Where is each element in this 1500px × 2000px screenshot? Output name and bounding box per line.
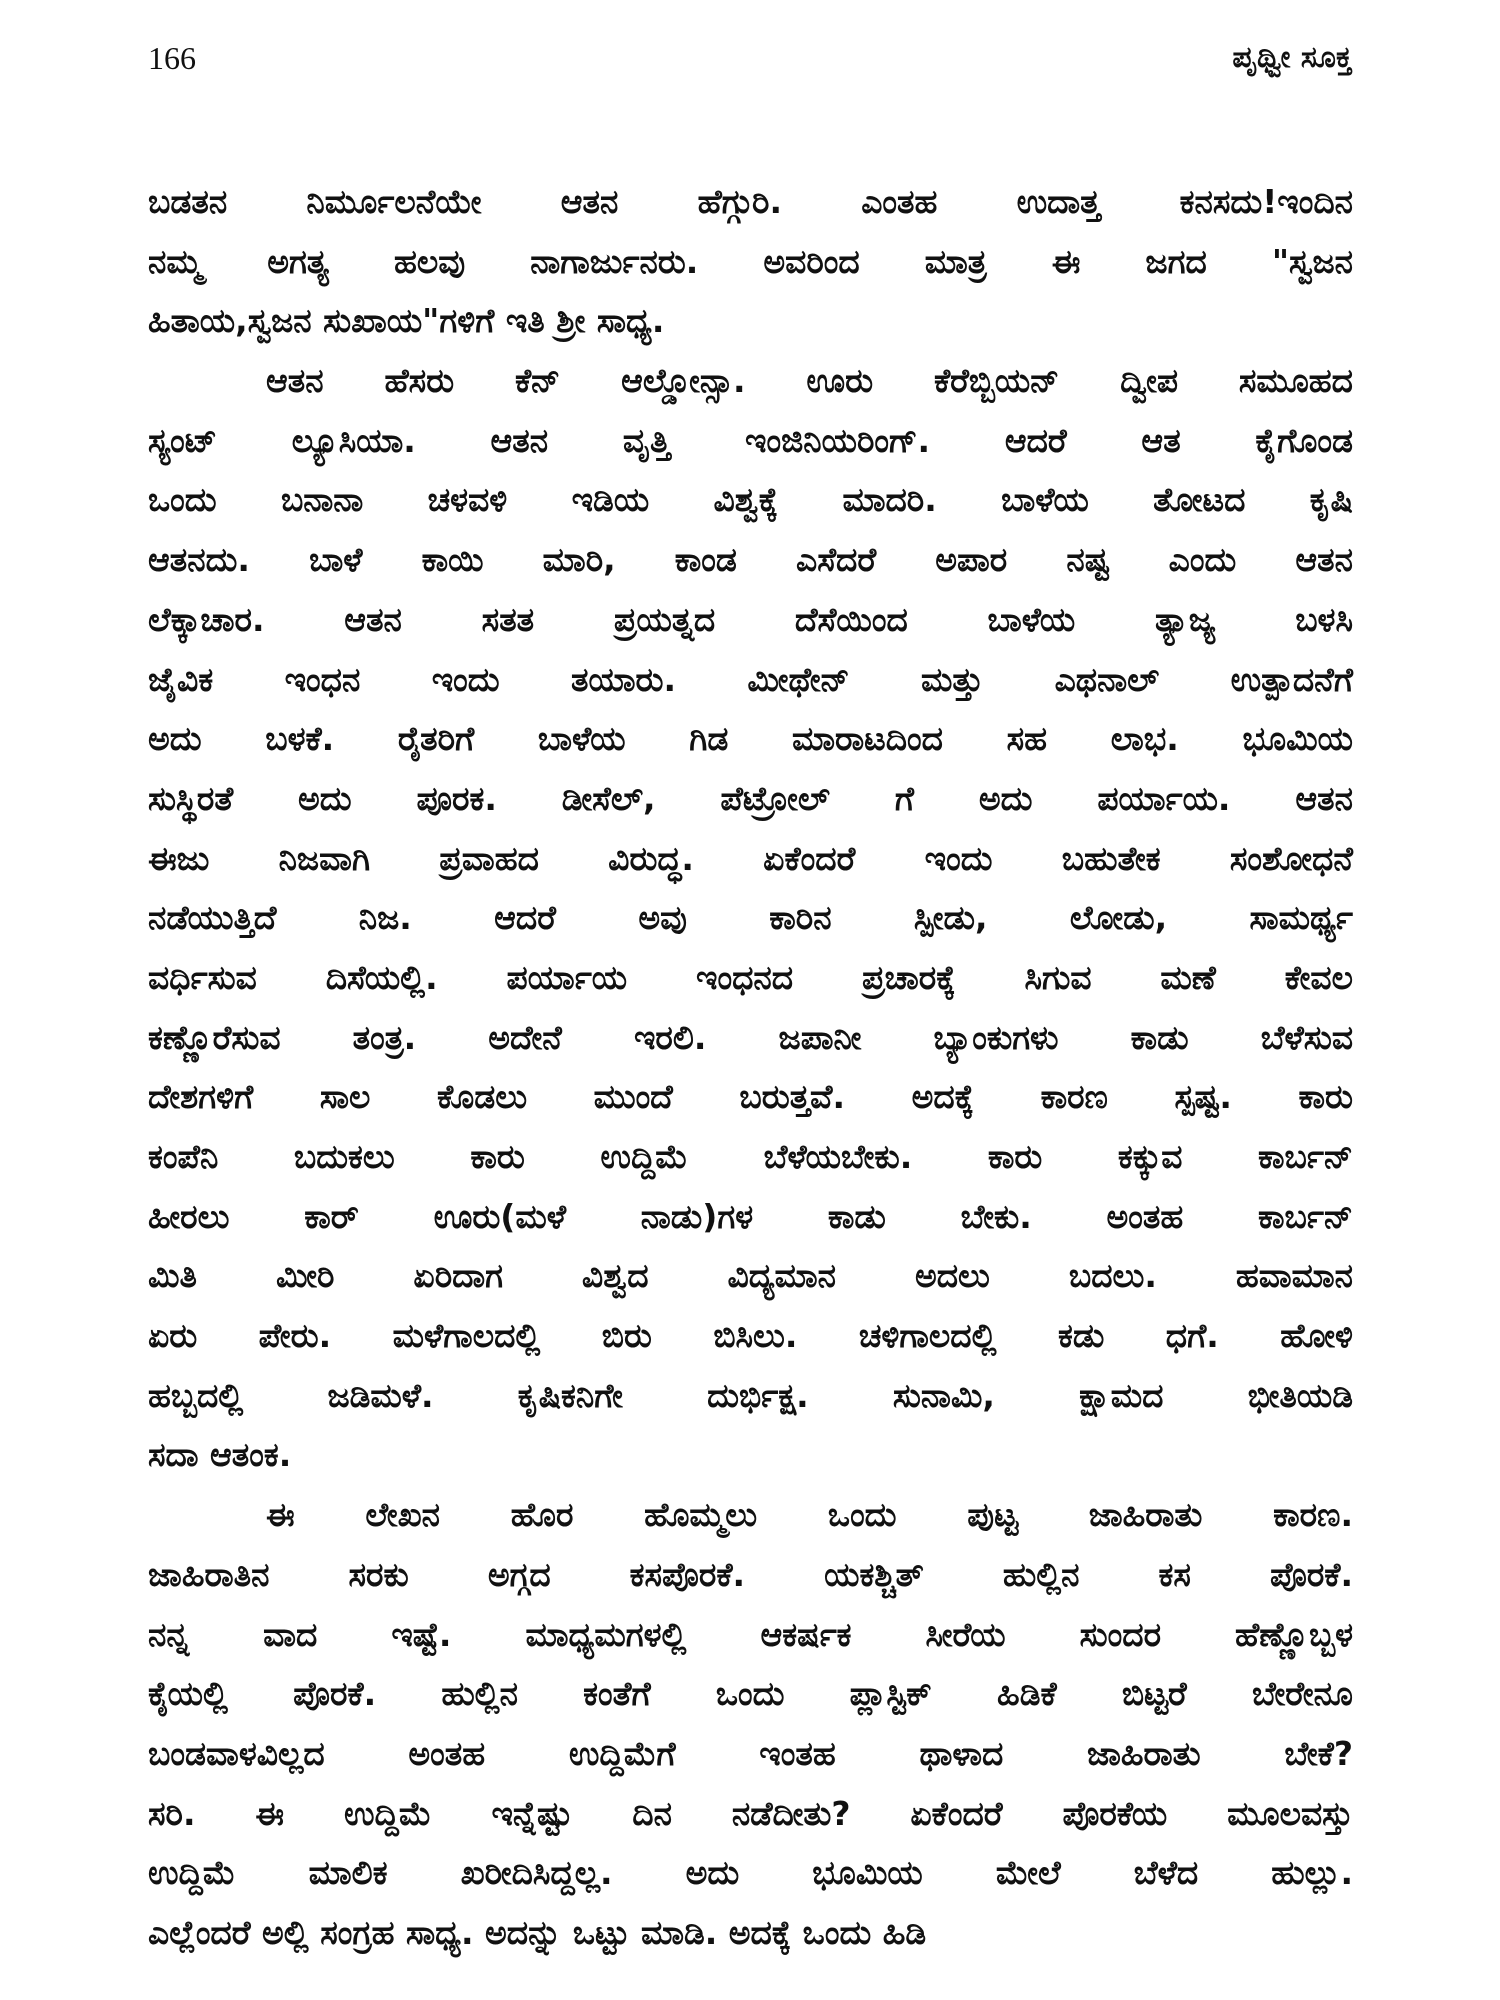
- text-line: ವರ್ಧಿಸುವ ದಿಸೆಯಲ್ಲಿ. ಪರ್ಯಾಯ ಇಂಧನದ ಪ್ರಚಾರಕ್ಕೆ ಸಿಗುವ ಮಣೆ ಕೇವಲ: [148, 957, 1353, 997]
- text-line: ನಡೆಯುತ್ತಿದೆ ನಿಜ. ಆದರೆ ಅವು ಕಾರಿನ ಸ್ಪೀಡು, ಲೋಡು, ಸಾಮರ್ಥ್ಯ: [148, 898, 1353, 938]
- text-line: ಜಾಹಿರಾತಿನ ಸರಕು ಅಗ್ಗದ ಕಸಪೊರಕೆ. ಯಕಶ್ಚಿತ್ ಹುಲ್ಲಿನ ಕಸ ಪೊರಕೆ.: [148, 1554, 1353, 1594]
- page-body: [148, 172, 1353, 1963]
- running-title: ಪೃಥ್ವೀ ಸೂಕ್ತ: [1232, 40, 1352, 75]
- text-line: ಒಂದು ಬನಾನಾ ಚಳವಳಿ ಇಡಿಯ ವಿಶ್ವಕ್ಕೆ ಮಾದರಿ. ಬಾಳೆಯ ತೋಟದ ಕೃಷಿ: [148, 480, 1353, 520]
- text-line: ಬಂಡವಾಳವಿಲ್ಲದ ಅಂತಹ ಉದ್ದಿಮೆಗೆ ಇಂತಹ ಥಾಳಾದ ಜಾಹಿರಾತು ಬೇಕೆ?: [148, 1733, 1353, 1773]
- text-line: ಆತನದು. ಬಾಳೆ ಕಾಯಿ ಮಾರಿ, ಕಾಂಡ ಎಸೆದರೆ ಅಪಾರ ನಷ್ಟ ಎಂದು ಆತನ: [148, 540, 1353, 580]
- text-line: ನನ್ನ ವಾದ ಇಷ್ಟೆ. ಮಾಧ್ಯಮಗಳಲ್ಲಿ ಆಕರ್ಷಕ ಸೀರೆಯ ಸುಂದರ ಹೆಣ್ಣೊಬ್ಬಳ: [148, 1614, 1353, 1654]
- text-line: ನಮ್ಮ ಅಗತ್ಯ ಹಲವು ನಾಗಾರ್ಜುನರು. ಅವರಿಂದ ಮಾತ್ರ ಈ ಜಗದ "ಸ್ವಜನ: [148, 241, 1353, 281]
- text-line: ದೇಶಗಳಿಗೆ ಸಾಲ ಕೊಡಲು ಮುಂದೆ ಬರುತ್ತವೆ. ಅದಕ್ಕೆ ಕಾರಣ ಸ್ಪಷ್ಟ. ಕಾರು: [148, 1077, 1353, 1117]
- text-line: ಲೆಕ್ಕಾಚಾರ. ಆತನ ಸತತ ಪ್ರಯತ್ನದ ದೆಸೆಯಿಂದ ಬಾಳೆಯ ತ್ಯಾಜ್ಯ ಬಳಸಿ: [148, 599, 1353, 639]
- text-line: ಬಡತನ ನಿರ್ಮೂಲನೆಯೇ ಆತನ ಹೆಗ್ಗುರಿ. ಎಂತಹ ಉದಾತ್ತ ಕನಸದು!ಇಂದಿನ: [148, 182, 1353, 221]
- text-line: ಅದು ಬಳಕೆ. ರೈತರಿಗೆ ಬಾಳೆಯ ಗಿಡ ಮಾರಾಟದಿಂದ ಸಹ ಲಾಭ. ಭೂಮಿಯ: [148, 719, 1353, 759]
- text-line: ಹೀರಲು ಕಾರ್ ಊರು(ಮಳೆ ನಾಡು)ಗಳ ಕಾಡು ಬೇಕು. ಅಂತಹ ಕಾರ್ಬನ್: [148, 1196, 1353, 1236]
- text-line: ಕಣ್ಣೊರೆಸುವ ತಂತ್ರ. ಅದೇನೆ ಇರಲಿ. ಜಪಾನೀ ಬ್ಯಾಂಕುಗಳು ಕಾಡು ಬೆಳೆಸುವ: [148, 1017, 1353, 1057]
- text-line: ಸರಿ. ಈ ಉದ್ದಿಮೆ ಇನ್ನೆಷ್ಟು ದಿನ ನಡೆದೀತು? ಏಕೆಂದರೆ ಪೊರಕೆಯ ಮೂಲವಸ್ತು: [148, 1793, 1353, 1833]
- text-line: ಜೈವಿಕ ಇಂಧನ ಇಂದು ತಯಾರು. ಮೀಥೇನ್ ಮತ್ತು ಎಥನಾಲ್ ಉತ್ಪಾದನೆಗೆ: [148, 659, 1353, 699]
- text-line: ಹಿತಾಯ,ಸ್ವಜನ ಸುಖಾಯ"ಗಳಿಗೆ ಇತಿ ಶ್ರೀ ಸಾಧ್ಯ.: [148, 301, 665, 341]
- text-line: ಹಬ್ಬದಲ್ಲಿ ಜಡಿಮಳೆ. ಕೃಷಿಕನಿಗೇ ದುರ್ಭಿಕ್ಷ. ಸುನಾಮಿ, ಕ್ಷಾಮದ ಭೀತಿಯಡಿ: [148, 1375, 1353, 1415]
- text-line: ಎಲ್ಲೆಂದರೆ ಅಲ್ಲಿ ಸಂಗ್ರಹ ಸಾಧ್ಯ. ಅದನ್ನು ಒಟ್ಟು ಮಾಡಿ. ಅದಕ್ಕೆ ಒಂದು ಹಿಡಿ: [148, 1912, 927, 1952]
- text-line: ಉದ್ದಿಮೆ ಮಾಲಿಕ ಖರೀದಿಸಿದ್ದಲ್ಲ. ಅದು ಭೂಮಿಯ ಮೇಲೆ ಬೆಳೆದ ಹುಲ್ಲು.: [148, 1853, 1353, 1893]
- text-line: ಈಜು ನಿಜವಾಗಿ ಪ್ರವಾಹದ ವಿರುದ್ಧ. ಏಕೆಂದರೆ ಇಂದು ಬಹುತೇಕ ಸಂಶೋಧನೆ: [148, 838, 1353, 878]
- page-number: 166: [148, 40, 196, 76]
- text-line: ಸದಾ ಆತಂಕ.: [148, 1435, 292, 1475]
- text-line: ಸುಸ್ಥಿರತೆ ಅದು ಪೂರಕ. ಡೀಸೆಲ್, ಪೆಟ್ರೋಲ್ ಗೆ ಅದು ಪರ್ಯಾಯ. ಆತನ: [148, 778, 1353, 818]
- text-line: ಆತನ ಹೆಸರು ಕೆನ್ ಆಲ್ಡೋನ್ಸಾ. ಊರು ಕೆರೆಬ್ಬಿಯನ್ ದ್ವೀಪ ಸಮೂಹದ: [266, 361, 1353, 401]
- text-line: ಏರು ಪೇರು. ಮಳೆಗಾಲದಲ್ಲಿ ಬಿರು ಬಿಸಿಲು. ಚಳಿಗಾಲದಲ್ಲಿ ಕಡು ಧಗೆ. ಹೋಳಿ: [148, 1316, 1353, 1356]
- text-line: ಮಿತಿ ಮೀರಿ ಏರಿದಾಗ ವಿಶ್ವದ ವಿದ್ಯಮಾನ ಅದಲು ಬದಲು. ಹವಾಮಾನ: [148, 1256, 1353, 1296]
- text-line: ಈ ಲೇಖನ ಹೊರ ಹೊಮ್ಮಲು ಒಂದು ಪುಟ್ಟ ಜಾಹಿರಾತು ಕಾರಣ.: [266, 1495, 1353, 1535]
- text-line: ಕೈಯಲ್ಲಿ ಪೊರಕೆ. ಹುಲ್ಲಿನ ಕಂತೆಗೆ ಒಂದು ಪ್ಲಾಸ್ಟಿಕ್ ಹಿಡಿಕೆ ಬಿಟ್ಟರೆ ಬೇರೇನೂ: [148, 1674, 1353, 1714]
- text-line: ಕಂಪೆನಿ ಬದುಕಲು ಕಾರು ಉದ್ದಿಮೆ ಬೆಳೆಯಬೇಕು. ಕಾರು ಕಕ್ಕುವ ಕಾರ್ಬನ್: [148, 1137, 1353, 1176]
- text-line: ಸ್ಯಂಟ್ ಲ್ಯೂಸಿಯಾ. ಆತನ ವೃತ್ತಿ ಇಂಜಿನಿಯರಿಂಗ್. ಆದರೆ ಆತ ಕೈಗೊಂಡ: [148, 420, 1353, 460]
